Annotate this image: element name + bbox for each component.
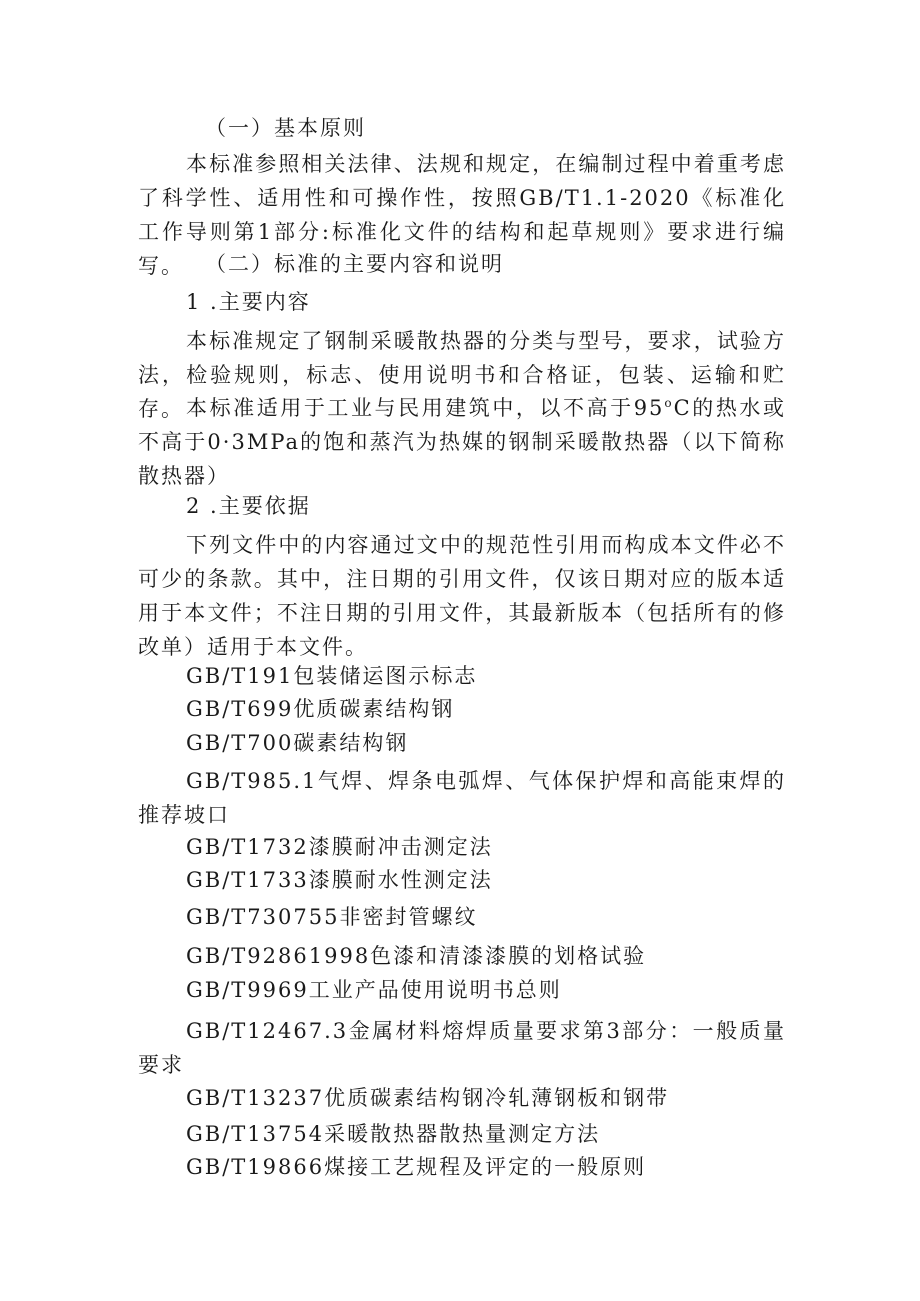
reference-item: GB/T699优质碳素结构钢 (186, 697, 455, 721)
reference-item: GB/T12467.3金属材料熔焊质量要求第3部分：一般质量要求 (138, 1019, 786, 1077)
degree-superscript: o (664, 396, 674, 410)
paragraph-normative-references: 下列文件中的内容通过文中的规范性引用而构成本文件必不可少的条款。其中，注日期的引用文件，仅该日期对应的版本适用于本文件；不注日期的引用文件，其最新版本（包括所有的修改单）适用于本文件。 (138, 533, 786, 659)
applicability-text-a: 本标准适用于工业与民用建筑中，以不高于95 (186, 396, 665, 420)
item-heading-basis: 2 .主要依据 (186, 494, 311, 518)
reference-item: GB/T700碳素结构钢 (186, 731, 409, 755)
paragraph-applicability (138, 391, 786, 493)
reference-item: GB/T191包装储运图示标志 (186, 664, 478, 688)
reference-item: GB/T1733漆膜耐水性测定法 (186, 868, 493, 892)
reference-item: GB/T1732漆膜耐冲击测定法 (186, 835, 493, 859)
item-heading-main-content: 1 .主要内容 (186, 290, 311, 314)
reference-item: GB/T730755非密封管螺纹 (186, 905, 478, 929)
paragraph-scope: 本标准规定了钢制采暖散热器的分类与型号，要求，试验方法，检验规则，标志、使用说明书和合格证，包装、运输和贮存。 (138, 329, 786, 421)
applicability-text-b: C的热水或不高于0·3MPa的饱和蒸汽为热媒的钢制采暖散热器（以下简称散热器） (138, 396, 786, 488)
reference-item: GB/T19866煤接工艺规程及评定的一般原则 (186, 1155, 647, 1179)
section-heading-main-content: （二）标准的主要内容和说明 (205, 252, 504, 276)
reference-item: GB/T13237优质碳素结构钢冷轧薄钢板和钢带 (186, 1086, 670, 1110)
section-heading-basic-principles: （一）基本原则 (205, 116, 366, 140)
reference-item: GB/T13754采暖散热器散热量测定方法 (186, 1122, 601, 1146)
reference-item: GB/T92861998色漆和清漆漆膜的划格试验 (186, 944, 647, 968)
reference-item: GB/T9969工业产品使用说明书总则 (186, 978, 562, 1002)
paragraph-basic-principles: 本标准参照相关法律、法规和规定，在编制过程中着重考虑了科学性、适用性和可操作性，按照GB/T1.1-2020《标准化工作导则第1部分:标准化文件的结构和起草规则》要求进行编写。 (138, 152, 786, 278)
reference-item: GB/T985.1气焊、焊条电弧焊、气体保护焊和高能束焊的推荐坡口 (138, 769, 786, 827)
